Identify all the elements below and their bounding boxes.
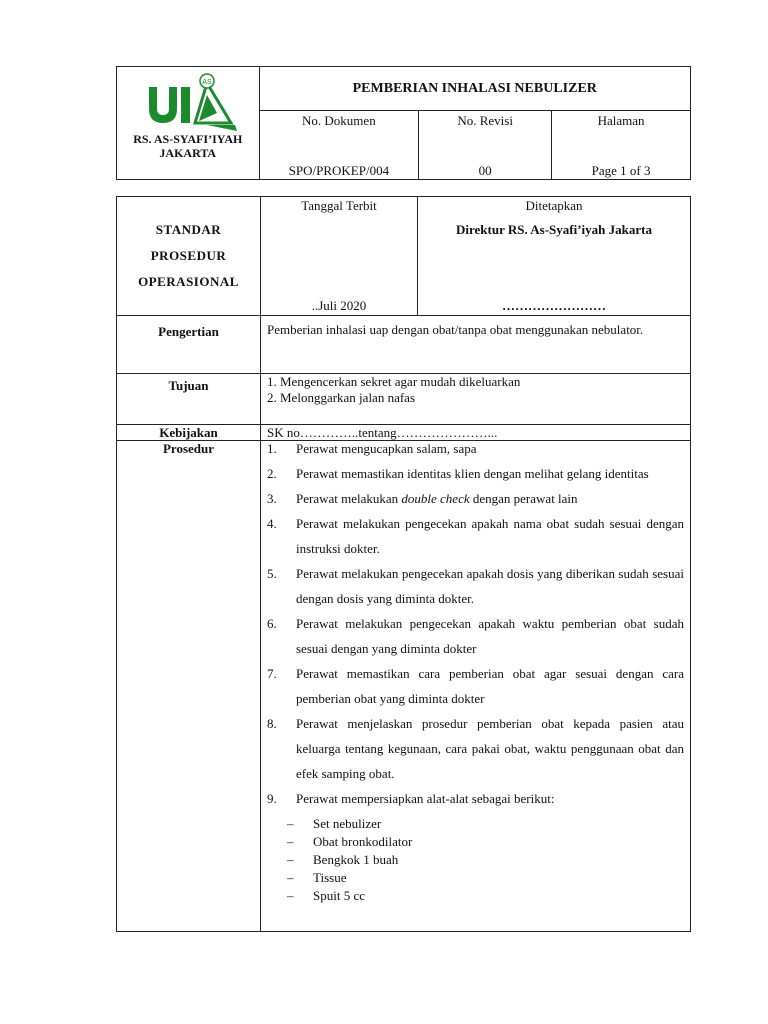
procedure-steps [267, 436, 684, 811]
doc-number-cell [259, 111, 419, 180]
approved-by: Direktur RS. As-Syafi’iyah Jakarta [456, 222, 652, 237]
revision-label: No. Revisi [457, 113, 513, 128]
tujuan-item: 1. Mengencerkan sekret agar mudah dikeluarkan [267, 374, 521, 389]
procedure-step: 1. Perawat mengucapkan salam, sapa [267, 441, 477, 456]
double-check-emphasis: double check [401, 491, 470, 506]
procedure-step: 8. Perawat menjelaskan prosedur pemberian obat kepada pasien atau keluarga tentang kegunaan, cara pakai obat, waktu penggunaan obat dan efek samping obat. [267, 716, 684, 781]
sop-title-line3: OPERASIONAL [138, 274, 239, 289]
procedure-step: 6. Perawat melakukan pengecekan apakah waktu pemberian obat sudah sesuai dengan yang diminta dokter [267, 616, 684, 656]
procedure-step: 7. Perawat memastikan cara pemberian obat agar sesuai dengan cara pemberian obat yang diminta dokter [267, 666, 684, 706]
page-cell [552, 111, 691, 180]
issued-cell [261, 197, 418, 316]
doc-number-label: No. Dokumen [302, 113, 376, 128]
issued-date: ..Juli 2020 [311, 298, 367, 313]
supply-item: – Bengkok 1 buah [267, 851, 684, 869]
revision-value: 00 [478, 163, 492, 178]
tujuan-item: 2. Melonggarkan jalan nafas [267, 390, 416, 405]
kebijakan-text: SK no…………..tentang…………………... [261, 425, 691, 441]
revision-cell [419, 111, 552, 180]
approved-label: Ditetapkan [525, 198, 583, 213]
page-value: Page 1 of 3 [591, 163, 651, 178]
supply-item: – Spuit 5 cc [267, 887, 684, 905]
sop-table [116, 196, 691, 932]
procedure-step: 3. Perawat melakukan double check dengan perawat lain [267, 491, 578, 506]
document-title: PEMBERIAN INHALASI NEBULIZER [259, 67, 690, 111]
approval-cell [418, 197, 691, 316]
hospital-logo [145, 73, 241, 135]
doc-number-value: SPO/PROKEP/004 [288, 163, 390, 178]
signature-line: …………………… [502, 298, 606, 313]
hospital-name-block [117, 132, 259, 160]
supply-item: – Set nebulizer [267, 815, 684, 833]
pengertian-label: Pengertian [117, 316, 261, 374]
tujuan-label: Tujuan [117, 374, 261, 425]
sop-title-line2: PROSEDUR [150, 248, 227, 263]
procedure-step: 5. Perawat melakukan pengecekan apakah dosis yang diberikan sudah sesuai dengan dosis yang diminta dokter. [267, 566, 684, 606]
procedure-step: 9. Perawat mempersiapkan alat-alat sebagai berikut: [267, 791, 555, 806]
prosedur-cell [261, 441, 691, 932]
header-table [116, 66, 691, 180]
pengertian-text: Pemberian inhalasi uap dengan obat/tanpa obat menggunakan nebulator. [261, 316, 691, 374]
sop-title-line1: STANDAR [155, 222, 222, 237]
supply-item: – Tissue [267, 869, 684, 887]
procedure-step: 4. Perawat melakukan pengecekan apakah nama obat sudah sesuai dengan instruksi dokter. [267, 516, 684, 556]
procedure-step: 2. Perawat memastikan identitas klien dengan melihat gelang identitas [267, 466, 649, 481]
issued-label: Tanggal Terbit [301, 198, 377, 213]
prosedur-label: Prosedur [117, 441, 261, 932]
page-label: Halaman [597, 113, 645, 128]
kebijakan-label: Kebijakan [117, 425, 261, 441]
supplies-list [267, 815, 684, 905]
tujuan-list [261, 374, 691, 425]
supply-item: – Obat bronkodilator [267, 833, 684, 851]
logo-badge-text: AS [202, 79, 212, 86]
hospital-city: JAKARTA [159, 146, 217, 160]
sop-title-cell [117, 197, 261, 316]
hospital-name: RS. AS-SYAFI’IYAH [133, 132, 243, 146]
hospital-cell [117, 67, 260, 180]
